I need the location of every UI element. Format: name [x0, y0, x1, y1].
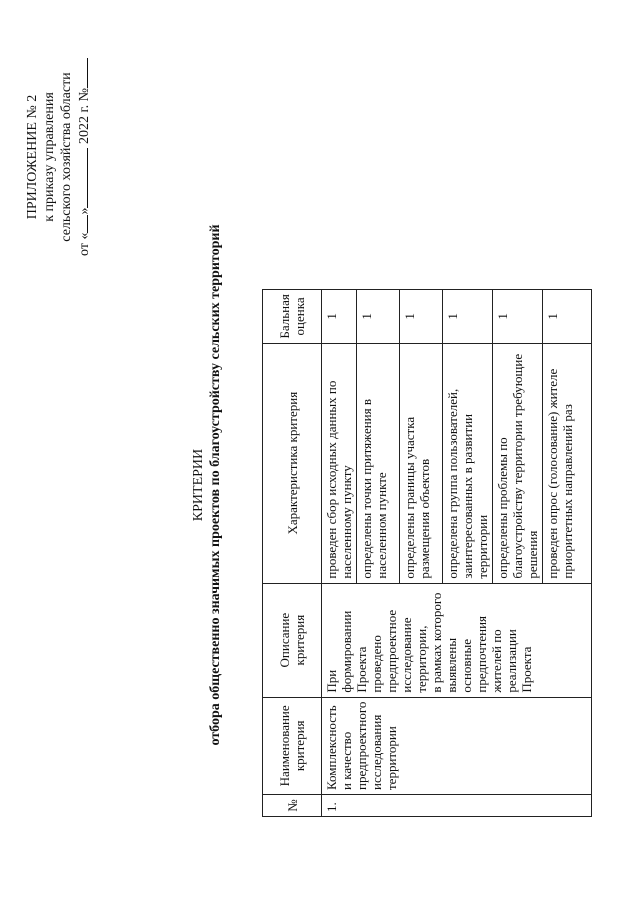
- appendix-title: ПРИЛОЖЕНИЕ № 2: [25, 94, 40, 220]
- criterion-name: Комплексность и качество предпроектного исследования территории: [322, 697, 592, 794]
- characteristic-cell: проведен опрос (голосование) жителе приоритетных направлений раз: [543, 343, 592, 583]
- table-row: [322, 290, 357, 817]
- score-cell: 1: [322, 290, 357, 343]
- characteristic-cell: проведен сбор исходных данных по населенному пункту: [322, 343, 357, 583]
- document-title: КРИТЕРИИ: [191, 448, 206, 522]
- day-blank: [75, 215, 88, 233]
- score-cell: 1: [443, 290, 493, 343]
- header-score: Бальная оценка: [263, 290, 322, 343]
- table-header-row: [263, 290, 322, 817]
- document-title-block: [190, 165, 224, 805]
- score-cell: 1: [357, 290, 400, 343]
- appendix-line-3: сельского хозяйства области: [59, 72, 74, 242]
- header-number: №: [263, 795, 322, 817]
- row-number: 1.: [322, 795, 592, 817]
- header-description: Описание критерия: [263, 583, 322, 697]
- date-mid: »: [77, 207, 92, 215]
- date-prefix: от «: [77, 232, 92, 256]
- month-blank: [75, 148, 88, 208]
- characteristic-cell: определена группа пользователей, заинтересованных в развитии территории: [443, 343, 493, 583]
- date-year: 2022 г. №: [77, 88, 92, 145]
- appendix-block: [24, 27, 93, 287]
- document-subtitle: отбора общественно значимых проектов по благоустройству сельских территорий: [208, 224, 223, 746]
- score-cell: 1: [400, 290, 443, 343]
- header-characteristic: Характеристика критерия: [263, 343, 322, 583]
- score-cell: 1: [493, 290, 543, 343]
- criterion-description: При формировании Проекта проведено предпроектное исследование территории, в рамках которого выявлены основные предпочтения жителей по реализации Проекта: [322, 583, 592, 697]
- appendix-date-line: [77, 58, 92, 256]
- appendix-line-2: к приказу управления: [42, 92, 57, 222]
- score-cell: 1: [543, 290, 592, 343]
- header-name: Наименование критерия: [263, 697, 322, 794]
- characteristic-cell: определены границы участка размещения объектов: [400, 343, 443, 583]
- characteristic-cell: определены проблемы по благоустройству территории требующие решения: [493, 343, 543, 583]
- criteria-table: [262, 289, 592, 817]
- number-blank: [75, 58, 88, 88]
- characteristic-cell: определены точки притяжения в населенном пункте: [357, 343, 400, 583]
